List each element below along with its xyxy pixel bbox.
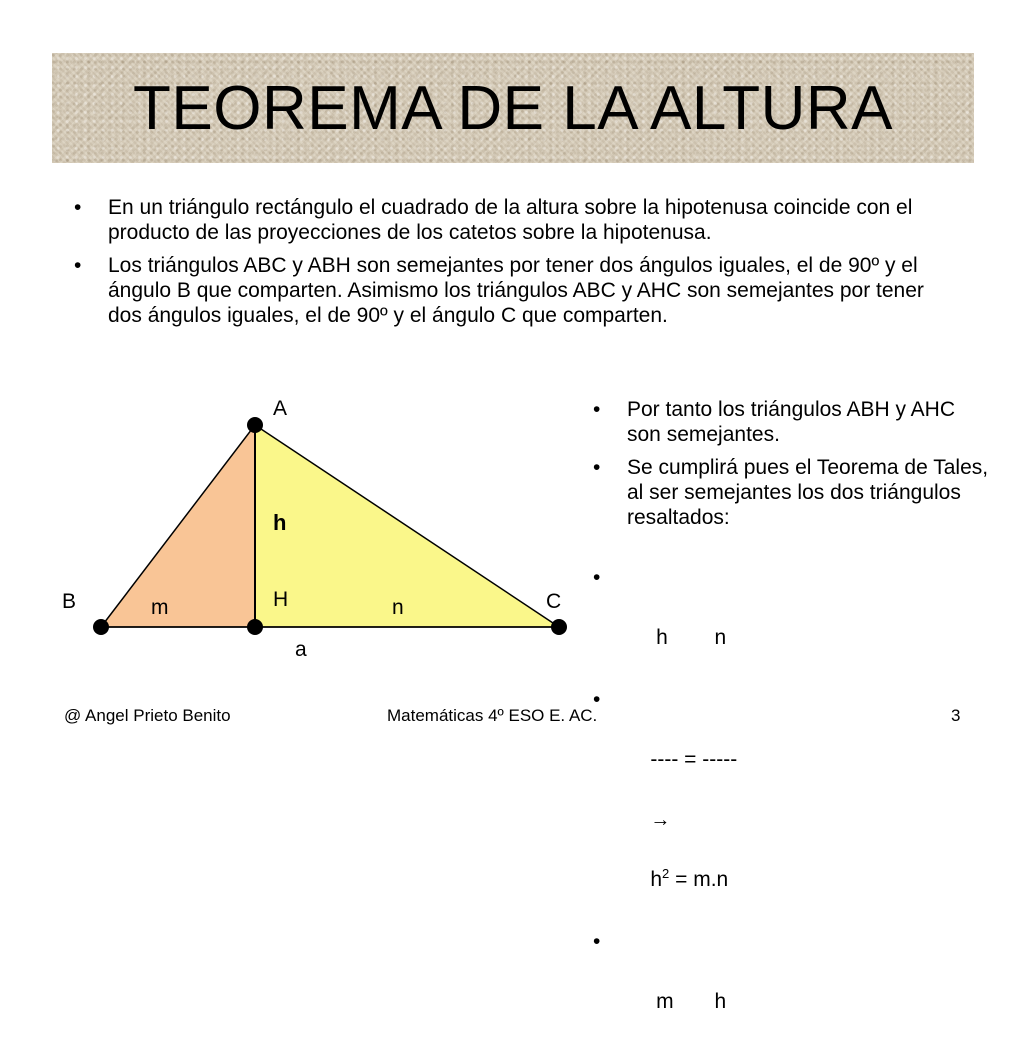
list-item <box>593 397 993 447</box>
footer-course: Matemáticas 4º ESO E. AC. <box>387 706 598 725</box>
bullet-text-similar: Por tanto los triángulos ABH y AHC son semejantes. <box>627 398 955 446</box>
label-m: m <box>151 596 169 619</box>
bullet-icon: • <box>593 456 601 479</box>
bullet-text-thales: Se cumplirá pues el Teorema de Tales, al ser semejantes los dos triángulos resaltados: <box>627 456 989 529</box>
label-n: n <box>392 596 404 619</box>
fraction-line-text: ---- = ----- <box>650 748 738 771</box>
vertex-a-point <box>247 417 263 433</box>
footer-page-number: 3 <box>951 706 961 725</box>
foot-h-point <box>247 619 263 635</box>
vertex-b-point <box>93 619 109 635</box>
equation-denominators <box>593 927 993 1047</box>
bullet-icon: • <box>593 398 601 421</box>
triangle-ahc <box>255 425 562 627</box>
bullet-icon: • <box>593 566 601 589</box>
bullet-text-definition: En un triángulo rectángulo el cuadrado de la altura sobre la hipotenusa coincide con el producto de las proyecciones de los catetos sobre la hipotenusa. <box>108 196 913 244</box>
bullet-icon: • <box>593 688 601 711</box>
result-rest: = m.n <box>669 868 729 891</box>
bullet-icon: • <box>593 930 601 953</box>
equation-list <box>593 563 993 1049</box>
conclusion-bullet-list <box>593 397 993 538</box>
denominators-text: m h <box>650 990 727 1013</box>
footer-author: @ Angel Prieto Benito <box>64 706 231 725</box>
label-a: A <box>273 397 288 420</box>
list-item <box>593 455 993 530</box>
equation-numerators <box>593 563 993 683</box>
label-a-hypotenuse: a <box>295 638 307 661</box>
numerators-text: h n <box>650 626 727 649</box>
bullet-icon: • <box>74 254 82 277</box>
equation-fraction <box>593 685 993 925</box>
label-b: B <box>62 590 77 613</box>
bullet-text-similarity: Los triángulos ABC y ABH son semejantes por tener dos ángulos iguales, el de 90º y el ángulo B que comparten. Asimismo los triángulos ABC y AHC son semejantes por tener dos ángulos iguales, el de 90º y el ángulo C que comparten. <box>108 254 924 327</box>
label-altitude-h: h <box>273 510 287 535</box>
vertex-c-point <box>551 619 567 635</box>
result-base: h <box>650 868 663 891</box>
result-exponent: 2 <box>662 866 670 881</box>
label-h-foot: H <box>273 588 289 611</box>
slide-title: TEOREMA DE LA ALTURA <box>133 73 893 143</box>
bullet-icon: • <box>74 196 82 219</box>
label-c: C <box>546 590 562 613</box>
implies-arrow-icon: → <box>650 809 671 831</box>
triangle-abh <box>101 425 255 627</box>
